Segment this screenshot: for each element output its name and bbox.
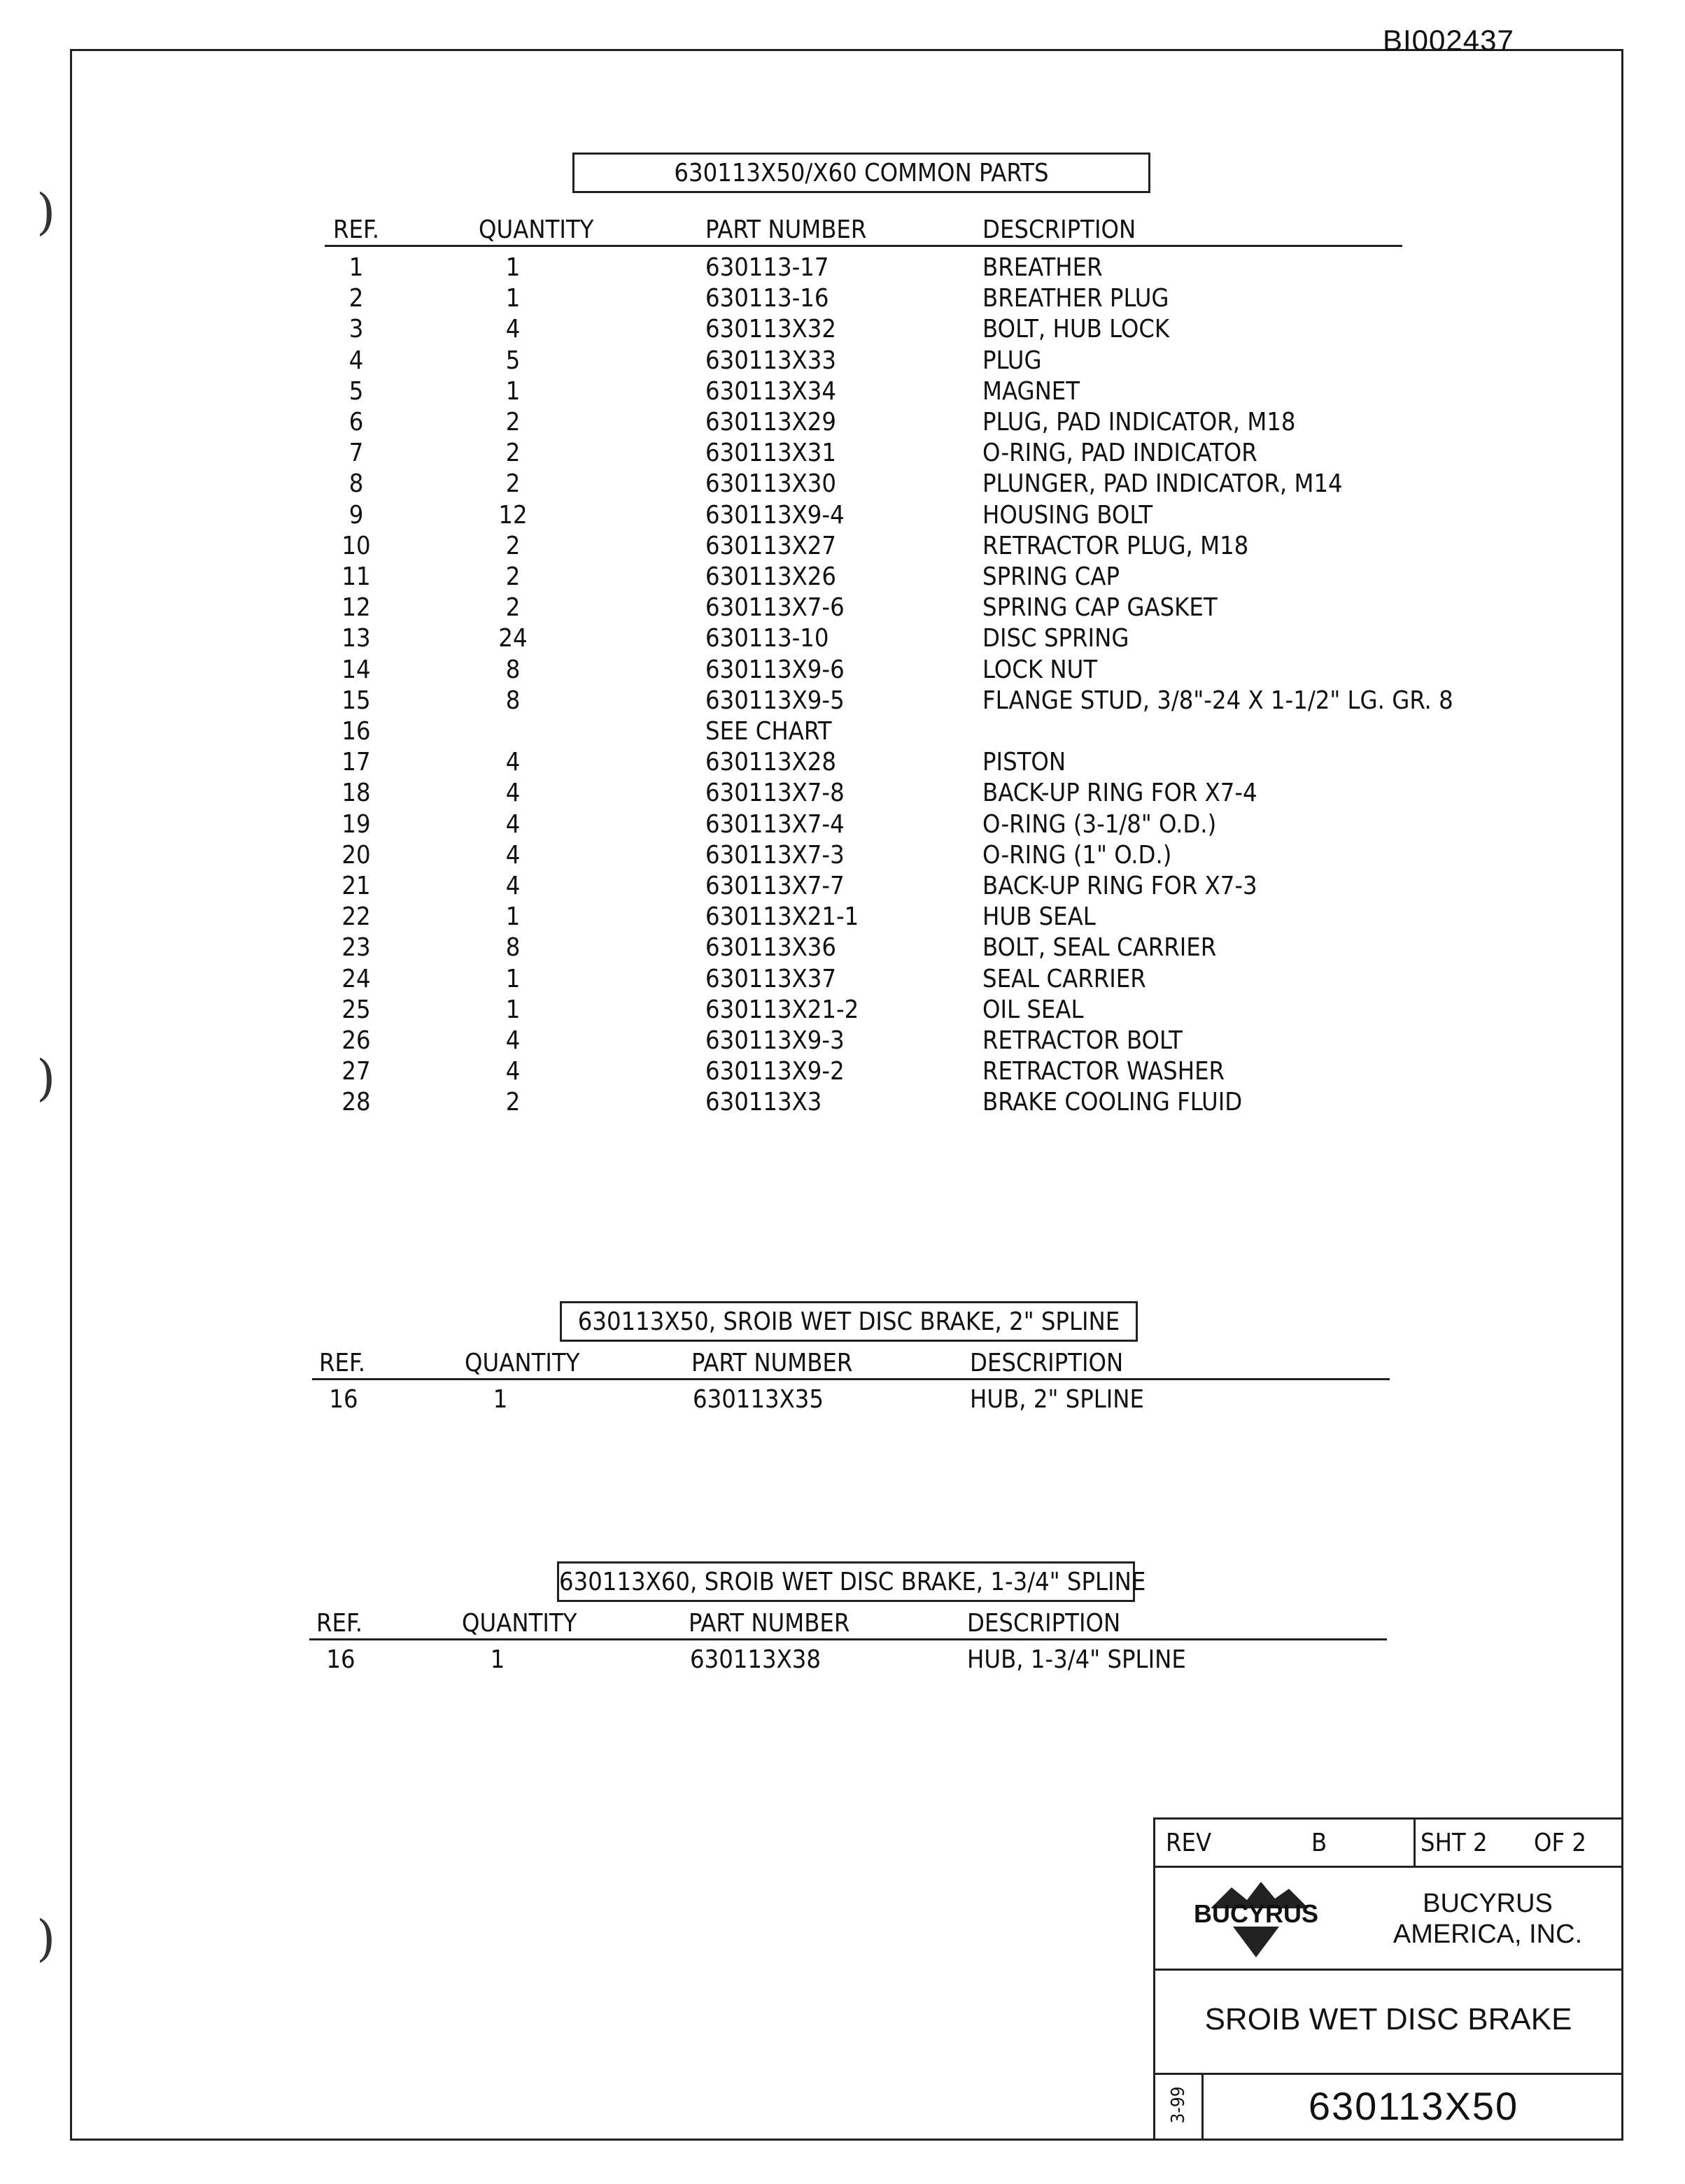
ref-cell: 11 [341,562,371,591]
ref-cell: 27 [341,1057,371,1086]
ref-cell: 4 [348,346,364,375]
part-number-cell: 630113X29 [705,408,836,437]
description-cell: OIL SEAL [982,995,1084,1024]
bucyrus-logo [1183,1872,1330,1964]
company-name-line1: BUCYRUS [1423,1889,1553,1918]
quantity-cell: 2 [505,469,521,499]
drawing-date: 3-99 [1168,2086,1189,2124]
ref-cell: 16 [329,1385,358,1414]
description-cell: BRAKE COOLING FLUID [982,1088,1243,1117]
quantity-cell: 1 [505,964,521,993]
part-number-cell: 630113X21-2 [705,995,859,1024]
quantity-cell: 4 [505,748,521,777]
ref-cell: 12 [341,593,371,623]
part-number-cell: 630113X9-3 [705,1026,845,1055]
part-number-cell: 630113X21-1 [705,902,859,932]
quantity-cell: 4 [505,809,521,839]
description-cell: O-RING, PAD INDICATOR [982,439,1257,468]
quantity-cell: 4 [505,779,521,808]
description-cell: PLUG, PAD INDICATOR, M18 [982,408,1296,437]
ref-cell: 6 [348,408,364,437]
ref-cell: 9 [348,500,364,530]
sheet-total: OF 2 [1534,1829,1587,1857]
ref-cell: 24 [341,964,371,993]
ref-cell: 17 [341,748,371,777]
description-cell: FLANGE STUD, 3/8"-24 X 1-1/2" LG. GR. 8 [982,686,1453,715]
description-cell: PISTON [982,748,1066,777]
header-quantity: QUANTITY [479,215,594,244]
part-number-cell: 630113X28 [705,748,836,777]
quantity-cell: 4 [505,840,521,870]
quantity-cell: 1 [490,1645,505,1674]
header-ref: REF. [333,215,380,244]
description-cell: BOLT, HUB LOCK [982,315,1170,344]
rev-value: B [1311,1829,1327,1857]
ref-cell: 13 [341,624,371,653]
quantity-cell: 2 [505,439,521,468]
header-underline [325,245,1402,247]
description-cell: LOCK NUT [982,655,1098,684]
header-part-number: PART NUMBER [691,1349,853,1377]
header-ref: REF. [316,1609,363,1638]
description-cell: BACK-UP RING FOR X7-3 [982,872,1257,900]
ref-cell: 2 [348,284,364,313]
part-number-cell: 630113X31 [705,439,836,468]
header-quantity: QUANTITY [465,1349,580,1377]
header-underline [309,1638,1387,1640]
ref-cell: 8 [348,469,364,499]
part-number-cell: 630113X33 [705,346,836,375]
ref-cell: 28 [341,1088,371,1117]
document-id: BI002437 [1383,24,1514,57]
part-number-cell: 630113X35 [693,1385,824,1414]
description-cell: PLUNGER, PAD INDICATOR, M14 [982,469,1343,499]
ref-cell: 14 [341,655,371,684]
company-name-line2: AMERICA, INC. [1393,1920,1583,1949]
part-number-cell: 630113-17 [705,253,829,282]
binding-hole-mark: ) [36,183,56,241]
ref-cell: 21 [341,872,371,900]
description-cell: MAGNET [982,376,1080,406]
quantity-cell: 2 [505,531,521,560]
quantity-cell: 8 [505,933,521,963]
description-cell: HUB, 2" SPLINE [970,1385,1144,1414]
description-cell: SPRING CAP [982,562,1120,591]
quantity-cell: 4 [505,872,521,900]
quantity-cell: 1 [493,1385,508,1414]
ref-cell: 19 [341,809,371,839]
part-number-cell: 630113X7-6 [705,593,845,623]
description-cell: BREATHER [982,253,1103,282]
part-number-cell: 630113X37 [705,964,836,993]
part-number-cell: 630113X9-4 [705,500,845,530]
quantity-cell: 2 [505,408,521,437]
description-cell: HUB SEAL [982,902,1096,932]
description-cell: SPRING CAP GASKET [982,593,1218,623]
common-parts-title: 630113X50/X60 COMMON PARTS [572,153,1150,193]
quantity-cell: 8 [505,686,521,715]
part-number-cell: 630113X30 [705,469,836,499]
header-description: DESCRIPTION [970,1349,1124,1377]
quantity-cell: 1 [505,253,521,282]
quantity-cell: 2 [505,1088,521,1117]
description-cell: RETRACTOR BOLT [982,1026,1183,1055]
ref-cell: 3 [348,315,364,344]
drawing-title: SROIB WET DISC BRAKE [1204,2002,1572,2036]
header-part-number: PART NUMBER [689,1609,850,1638]
ref-cell: 20 [341,840,371,870]
binding-hole-mark: ) [36,1910,56,1967]
part-number-cell: 630113X36 [705,933,836,963]
ref-cell: 15 [341,686,371,715]
part-number-cell: 630113X7-7 [705,872,845,900]
binding-hole-mark: ) [36,1049,56,1107]
part-number-cell: 630113-16 [705,284,829,313]
rev-label: REV [1166,1829,1212,1857]
header-description: DESCRIPTION [982,215,1136,244]
header-underline [312,1378,1390,1380]
part-number-cell: 630113X38 [690,1645,821,1674]
ref-cell: 22 [341,902,371,932]
ref-cell: 23 [341,933,371,963]
description-cell: HOUSING BOLT [982,500,1153,530]
header-quantity: QUANTITY [462,1609,577,1638]
description-cell: O-RING (1" O.D.) [982,840,1172,870]
quantity-cell: 1 [505,902,521,932]
description-cell: RETRACTOR PLUG, M18 [982,531,1249,560]
part-number-cell: SEE CHART [705,717,832,746]
ref-cell: 10 [341,531,371,560]
description-cell: RETRACTOR WASHER [982,1057,1225,1086]
logo-wordmark: BUCYRUS [1193,1899,1319,1928]
part-number-cell: 630113X9-5 [705,686,845,715]
part-number-cell: 630113X27 [705,531,836,560]
ref-cell: 25 [341,995,371,1024]
quantity-cell: 4 [505,1057,521,1086]
header-part-number: PART NUMBER [705,215,867,244]
quantity-cell: 12 [498,500,528,530]
quantity-cell: 2 [505,562,521,591]
header-ref: REF. [319,1349,366,1377]
quantity-cell: 8 [505,655,521,684]
description-cell: SEAL CARRIER [982,964,1146,993]
part-number-cell: 630113X3 [705,1088,822,1117]
header-description: DESCRIPTION [967,1609,1121,1638]
part-number-cell: 630113X9-6 [705,655,845,684]
quantity-cell: 1 [505,284,521,313]
ref-cell: 26 [341,1026,371,1055]
description-cell: BREATHER PLUG [982,284,1169,313]
sheet-number: SHT 2 [1420,1829,1488,1857]
ref-cell: 18 [341,779,371,808]
part-number-cell: 630113X32 [705,315,836,344]
quantity-cell: 1 [505,995,521,1024]
quantity-cell: 2 [505,593,521,623]
ref-cell: 5 [348,376,364,406]
part-number-cell: 630113-10 [705,624,829,653]
x60-title: 630113X60, SROIB WET DISC BRAKE, 1-3/4" SPLINE [557,1561,1135,1602]
quantity-cell: 4 [505,1026,521,1055]
ref-cell: 7 [348,439,364,468]
description-cell: BOLT, SEAL CARRIER [982,933,1217,963]
drawing-number: 630113X50 [1308,2084,1519,2128]
quantity-cell: 4 [505,315,521,344]
description-cell: PLUG [982,346,1042,375]
description-cell: BACK-UP RING FOR X7-4 [982,779,1257,808]
description-cell: DISC SPRING [982,624,1129,653]
part-number-cell: 630113X9-2 [705,1057,845,1086]
ref-cell: 16 [341,717,371,746]
ref-cell: 16 [326,1645,355,1674]
part-number-cell: 630113X26 [705,562,836,591]
part-number-cell: 630113X7-8 [705,779,845,808]
quantity-cell: 24 [498,624,528,653]
description-cell: O-RING (3-1/8" O.D.) [982,809,1217,839]
quantity-cell: 5 [505,346,521,375]
part-number-cell: 630113X34 [705,376,836,406]
ref-cell: 1 [348,253,364,282]
part-number-cell: 630113X7-3 [705,840,845,870]
quantity-cell: 1 [505,376,521,406]
x50-title: 630113X50, SROIB WET DISC BRAKE, 2" SPLINE [560,1301,1138,1342]
description-cell: HUB, 1-3/4" SPLINE [967,1645,1186,1674]
part-number-cell: 630113X7-4 [705,809,845,839]
